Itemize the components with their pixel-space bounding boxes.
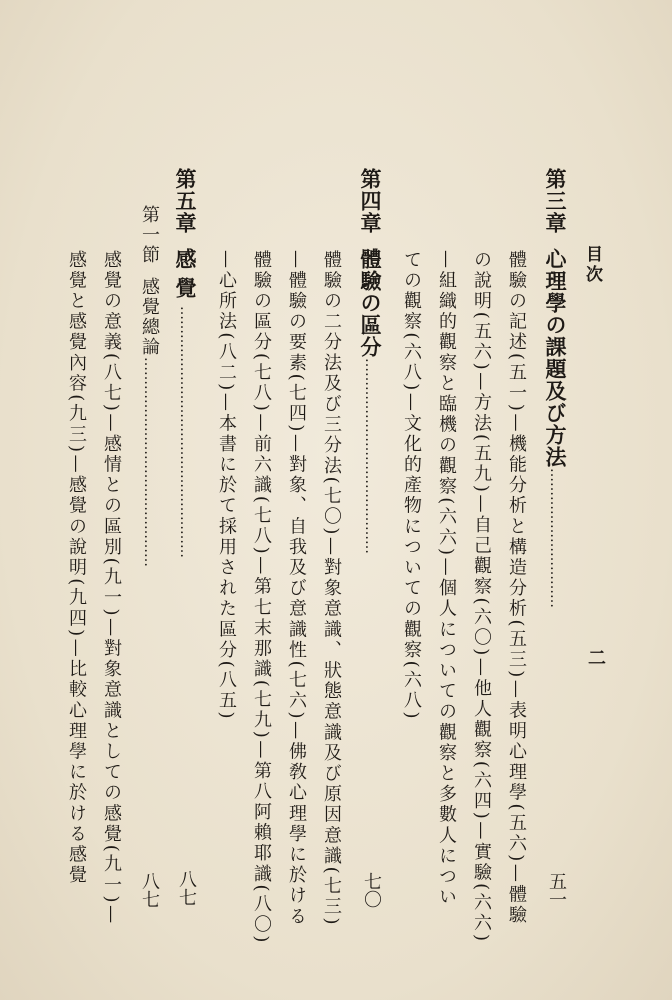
- chapter5-title: 感覺: [173, 248, 198, 306]
- chapter4-line-4: —心所法(八二)—本書に於て採用された區分(八五): [216, 250, 237, 722]
- chapter4-line-2: —體驗の要素(七四)—對象、自我及び意識性(七六)—佛敎心理學に於ける: [286, 250, 307, 928]
- chapter3-line-4: ての觀察(六八)—文化的產物についての觀察(六八): [401, 250, 422, 722]
- chapter3-line-2: の說明(五六)—方法(五九)—自己觀察(六〇)—他人觀察(六四)—實驗(六六): [471, 250, 492, 944]
- chapter4-line-1: 體驗の二分法及び三分法(七〇)—對象意識、狀態意識及び原因意識(七三): [321, 250, 342, 928]
- chapter4-title: 體驗の區分: [358, 248, 383, 358]
- section1-line-1: 感覺の意義(八七)—感情との區別(九一)—對象意識としての感覺(九一)—: [101, 250, 122, 926]
- chapter5-page: 八七: [176, 870, 197, 906]
- page-number: 二: [585, 648, 606, 666]
- chapter3-leader: …………………………: [547, 468, 563, 608]
- chapter5-heading: [175, 168, 196, 558]
- chapter4-leader: ……………………………………: [362, 358, 378, 554]
- chapter4-label: 第四章: [358, 168, 383, 234]
- section1-heading: [140, 205, 158, 567]
- section1-leader: ………………………………………: [141, 357, 157, 567]
- chapter3-label: 第三章: [543, 168, 568, 234]
- chapter4-heading: [360, 168, 381, 554]
- chapter3-heading: [545, 168, 566, 608]
- chapter3-line-1: 體驗の記述(五一)—機能分析と構造分析(五三)—表明心理學(五六)—體驗: [506, 250, 527, 926]
- chapter3-title: 心理學の課題及び方法: [543, 248, 568, 468]
- chapter3-line-3: —組織的觀察と臨機の觀察(六六)—個人についての觀察と多數人につい: [436, 250, 457, 908]
- chapter5-label: 第五章: [173, 168, 198, 234]
- chapter4-page: 七〇: [361, 872, 382, 908]
- section1-line-2: 感覺と感覺內容(九三)—感覺の說明(九四)—比較心理學に於ける感覺: [66, 250, 87, 886]
- section1-page: 八七: [139, 872, 160, 908]
- section1-title: 感覺總論: [139, 277, 160, 357]
- chapter5-leader: ………………………………………………: [177, 306, 193, 558]
- running-header: 目次: [582, 245, 602, 285]
- chapter4-line-3: 體驗の區分(七八)—前六識(七八)—第七末那識(七九)—第八阿賴耶識(八〇): [251, 250, 272, 945]
- section1-label: 第一節: [139, 205, 160, 265]
- chapter3-page: 五一: [546, 872, 567, 908]
